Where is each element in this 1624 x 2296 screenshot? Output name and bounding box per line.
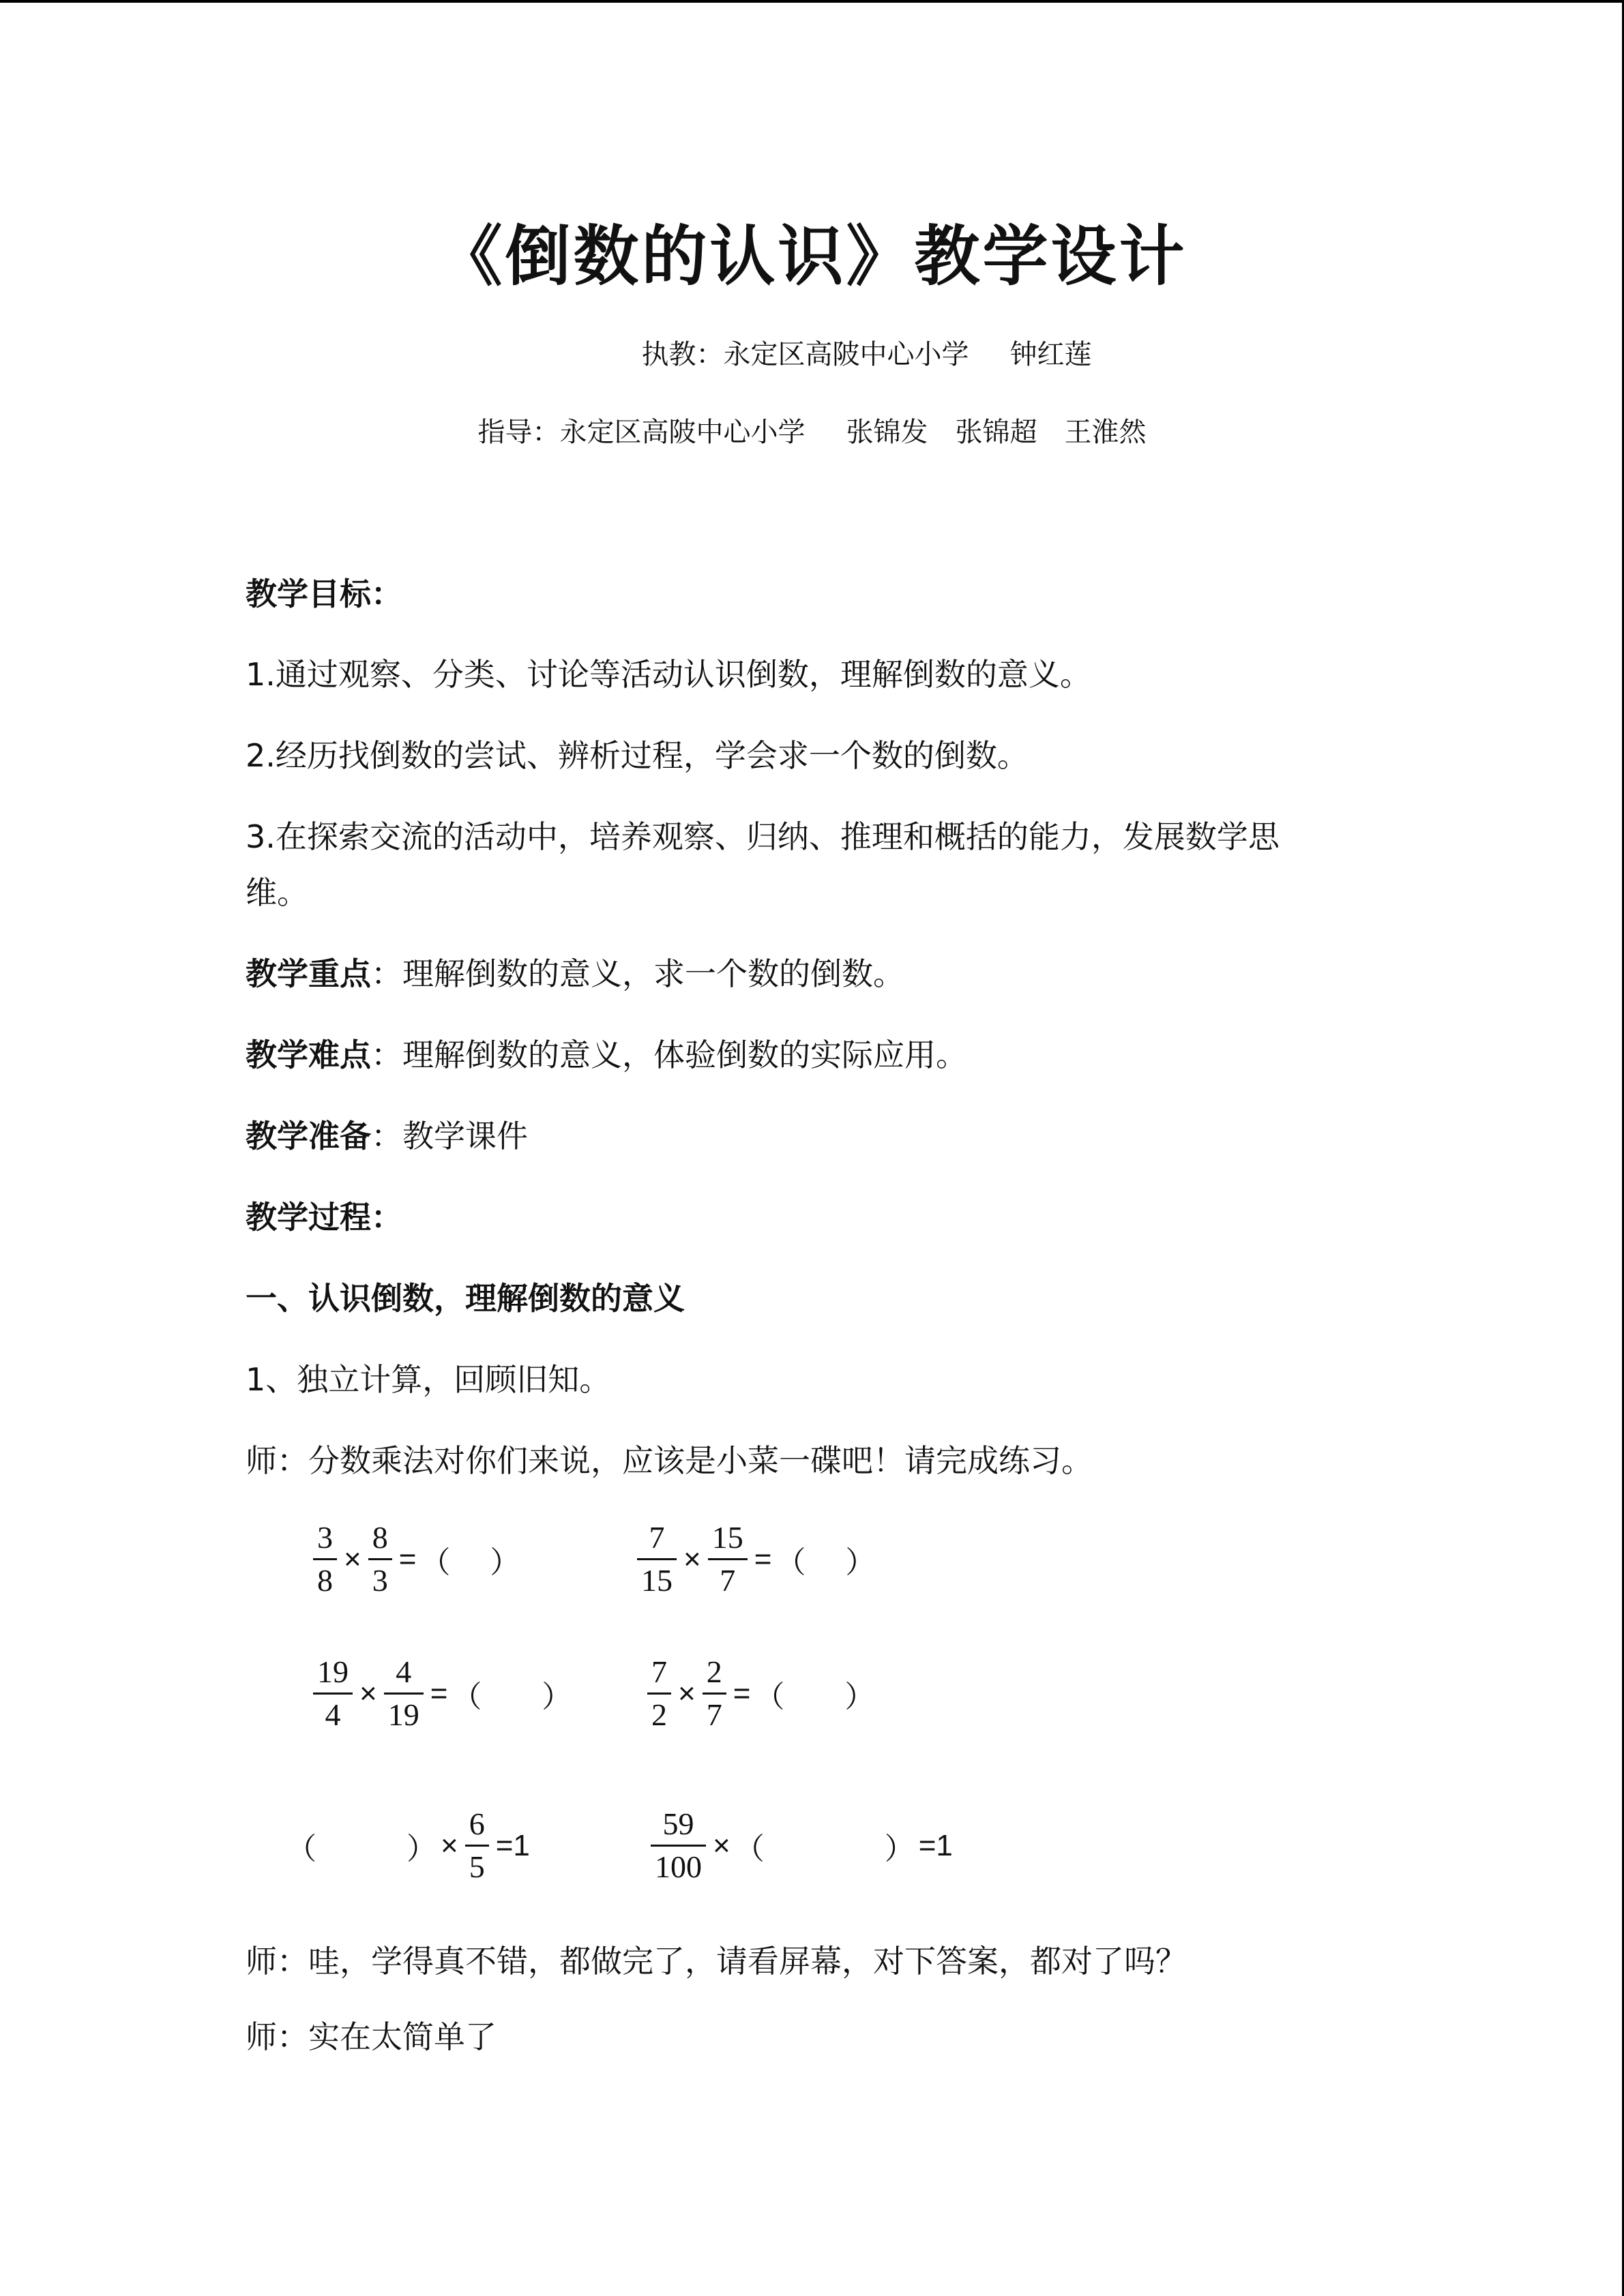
byline-guidance-label: 指导：永定区高陂中心小学 bbox=[477, 417, 806, 448]
equals-sign: = bbox=[430, 1676, 448, 1710]
goal-item: 2.经历找倒数的尝试、辨析过程，学会求一个数的倒数。 bbox=[246, 737, 1029, 774]
page-border-top bbox=[0, 0, 1624, 3]
byline-teacher bbox=[0, 333, 1624, 372]
result: =1 bbox=[495, 1828, 530, 1862]
fraction: $\frac{4}{19}$ bbox=[384, 1652, 424, 1735]
exercise-2 bbox=[634, 1517, 875, 1601]
guide-name: 张锦超 bbox=[955, 417, 1037, 448]
equals-sign: = bbox=[733, 1676, 751, 1710]
difficulty-paragraph bbox=[246, 1027, 1378, 1083]
keypoint-text: ：理解倒数的意义，求一个数的倒数。 bbox=[371, 955, 904, 992]
byline-guidance bbox=[0, 411, 1624, 449]
fraction: $\frac{2}{7}$ bbox=[703, 1652, 726, 1735]
times-sign: × bbox=[344, 1542, 361, 1576]
exercise-3 bbox=[310, 1652, 572, 1735]
prep-text: ：教学课件 bbox=[371, 1118, 528, 1154]
equals-sign: = bbox=[754, 1542, 772, 1576]
answer-blank: （ ） bbox=[420, 1545, 520, 1580]
answer-blank: （ ） bbox=[776, 1545, 876, 1580]
fraction: $\frac{3}{8}$ bbox=[313, 1517, 337, 1601]
teacher-check: 师：哇，学得真不错，都做完了，请看屏幕，对下答案，都对了吗？ bbox=[246, 1943, 1187, 1980]
step1-paragraph: 1、独立计算，回顾旧知。 bbox=[246, 1361, 611, 1398]
section1-heading: 一、认识倒数，理解倒数的意义 bbox=[246, 1280, 685, 1317]
answer-blank: （ ） bbox=[754, 1679, 875, 1714]
fraction: $\frac{15}{7}$ bbox=[708, 1517, 748, 1601]
goal-item: 3.在探索交流的活动中，培养观察、归纳、推理和概括的能力，发展数学思维。 bbox=[246, 818, 1280, 911]
answer-blank: （ ） bbox=[452, 1679, 572, 1714]
fraction: $\frac{7}{2}$ bbox=[647, 1652, 671, 1735]
document-title: 《倒数的认识》教学设计 bbox=[437, 218, 1187, 295]
byline-teacher-name: 钟红莲 bbox=[1009, 339, 1092, 370]
keypoint-label: 教学重点 bbox=[246, 955, 371, 992]
difficulty-label: 教学难点 bbox=[246, 1037, 371, 1073]
answer-blank: （ ） bbox=[734, 1831, 915, 1866]
goals-heading: 教学目标： bbox=[246, 576, 402, 612]
times-sign: × bbox=[441, 1828, 458, 1862]
fraction: $\frac{19}{4}$ bbox=[313, 1652, 353, 1735]
exercise-6 bbox=[648, 1804, 957, 1888]
equals-sign: = bbox=[398, 1542, 417, 1576]
fraction: $\frac{59}{100}$ bbox=[651, 1804, 706, 1888]
guide-name: 张锦发 bbox=[846, 417, 928, 448]
goal-item: 1.通过观察、分类、讨论等活动认识倒数，理解倒数的意义。 bbox=[246, 656, 1091, 693]
fraction: $\frac{7}{15}$ bbox=[637, 1517, 677, 1601]
fraction: $\frac{6}{5}$ bbox=[465, 1804, 489, 1888]
times-sign: × bbox=[359, 1676, 377, 1710]
times-sign: × bbox=[678, 1676, 696, 1710]
byline-teacher-label: 执教：永定区高陂中心小学 bbox=[641, 339, 969, 370]
times-sign: × bbox=[683, 1542, 701, 1576]
difficulty-text: ：理解倒数的意义，体验倒数的实际应用。 bbox=[371, 1037, 967, 1073]
times-sign: × bbox=[713, 1828, 730, 1862]
teacher-simple: 师：实在太简单了 bbox=[246, 2018, 497, 2055]
keypoint-paragraph bbox=[246, 946, 1378, 1002]
exercise-4 bbox=[645, 1652, 874, 1735]
result: =1 bbox=[918, 1828, 953, 1862]
process-heading: 教学过程： bbox=[246, 1199, 402, 1236]
exercise-1 bbox=[310, 1517, 520, 1601]
prep-paragraph bbox=[246, 1108, 1378, 1164]
prep-label: 教学准备 bbox=[246, 1118, 371, 1154]
exercise-5 bbox=[286, 1804, 534, 1888]
teacher-intro: 师：分数乘法对你们来说，应该是小菜一碟吧！请完成练习。 bbox=[246, 1442, 1093, 1479]
guide-name: 王淮然 bbox=[1064, 417, 1147, 448]
answer-blank: （ ） bbox=[286, 1831, 437, 1866]
fraction: $\frac{8}{3}$ bbox=[368, 1517, 392, 1601]
